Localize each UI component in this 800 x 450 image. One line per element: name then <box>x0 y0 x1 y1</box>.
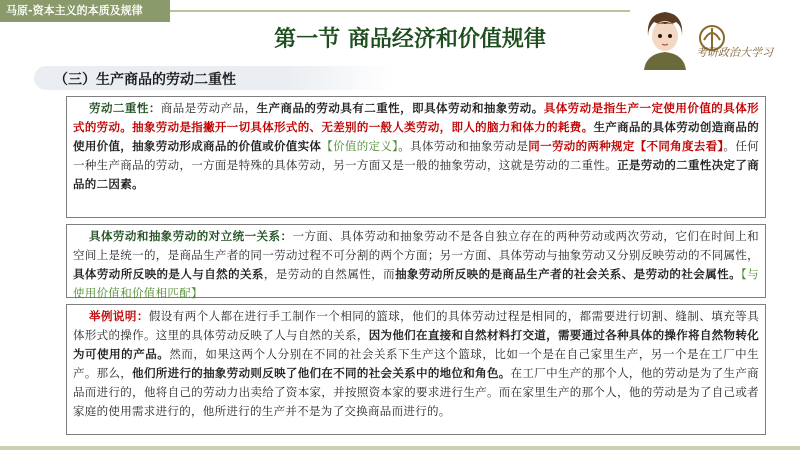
box1-s3: 具体劳动是指生产一定使用价值的具体形式的劳动。抽象劳动是指撇开一切具体形式的、无差别的一般人类劳动，即人的脑力和体力的耗费。 <box>73 101 759 134</box>
box1-s8: 。任何一种生产商品的劳动，一方面是特殊的具体劳动，另一方面又是一般的抽象劳动，这就是劳动的二重性。 <box>73 139 759 172</box>
section-header <box>34 66 394 90</box>
avatar <box>636 6 694 70</box>
box3-s4: 他们所进行的抽象劳动则反映了他们在不同的社会关系中的地位和角色。 <box>132 366 511 380</box>
course-tag: 马原-资本主义的本质及规律 <box>0 0 170 22</box>
unity-relation-box <box>66 224 766 298</box>
box3-lead: 举例说明： <box>89 309 149 323</box>
box3-s5: 在工厂中生产的那个人，他的劳动是为了生产商品而进行的，他将自己的劳动力出卖给了资本家，并按照资本家的要求进行生产。而在家里生产的那个人，他的劳动是为了自己或者家庭的使用需求进行的，他所进行的生产并不是为了交换商品而进行的。 <box>73 366 759 418</box>
box3-s2: 因为他们在直接和自然材料打交道，需要通过各种具体的操作将自然物转化为可使用的产品。 <box>73 328 759 361</box>
box3-s3: 然而，如果这两个人分别在不同的社会关系下生产这个篮球，比如一个是在自己家里生产，另一个是在工厂中生产。那么， <box>73 347 759 380</box>
box1-lead: 劳动二重性： <box>89 101 161 115</box>
section-title: （三）生产商品的劳动二重性 <box>54 72 236 88</box>
box1-s4: 生产商品的具体劳动创造商品的使用价值，抽象劳动形成商品的价值或价值实体 <box>73 120 759 153</box>
box2-s5: 【与使用价值和价值相匹配】 <box>73 267 759 300</box>
box2-s4: 抽象劳动所反映的是商品生产者的社会关系、是劳动的社会属性。 <box>395 267 741 281</box>
box1-s7: 同一劳动的两种规定【不同角度去看】 <box>528 139 724 153</box>
dual-labor-box <box>66 96 766 218</box>
box1-s5: 【价值的定义】 <box>321 139 399 153</box>
box2-s3: ，是劳动的自然属性，而 <box>263 267 396 281</box>
page-title: 第一节 商品经济和价值规律 <box>274 27 546 52</box>
example-box <box>66 304 766 435</box>
box2-s1: 一方面、具体劳动和抽象劳动不是各自独立存在的两种劳动或两次劳动，它们在时间上和空间上是统一的，是商品生产者的同一劳动过程不可分割的两个方面；另一方面、具体劳动与抽象劳动又分别反映劳动的不同属性， <box>73 229 759 262</box>
footer-bar <box>0 446 800 450</box>
box1-s2: 生产商品的劳动具有二重性，即具体劳动和抽象劳动。 <box>256 101 544 115</box>
box1-s1: 商品是劳动产品， <box>160 101 257 115</box>
box1-s6: 。具体劳动和抽象劳动是 <box>398 139 529 153</box>
box3-s1: 假设有两个人都在进行手工制作一个相同的篮球，他们的具体劳动过程是相同的，都需要进行切割、缝制、填充等具体形式的操作。这里的具体劳动反映了人与自然的关系， <box>73 309 760 342</box>
header-divider <box>170 10 630 12</box>
box1-s9: 正是劳动的二重性决定了商品的二因素。 <box>73 158 759 191</box>
box2-lead: 具体劳动和抽象劳动的对立统一关系： <box>89 229 293 243</box>
logo-text: 考研政治大学习 <box>696 46 773 59</box>
box2-s2: 具体劳动所反映的是人与自然的关系 <box>73 267 264 281</box>
